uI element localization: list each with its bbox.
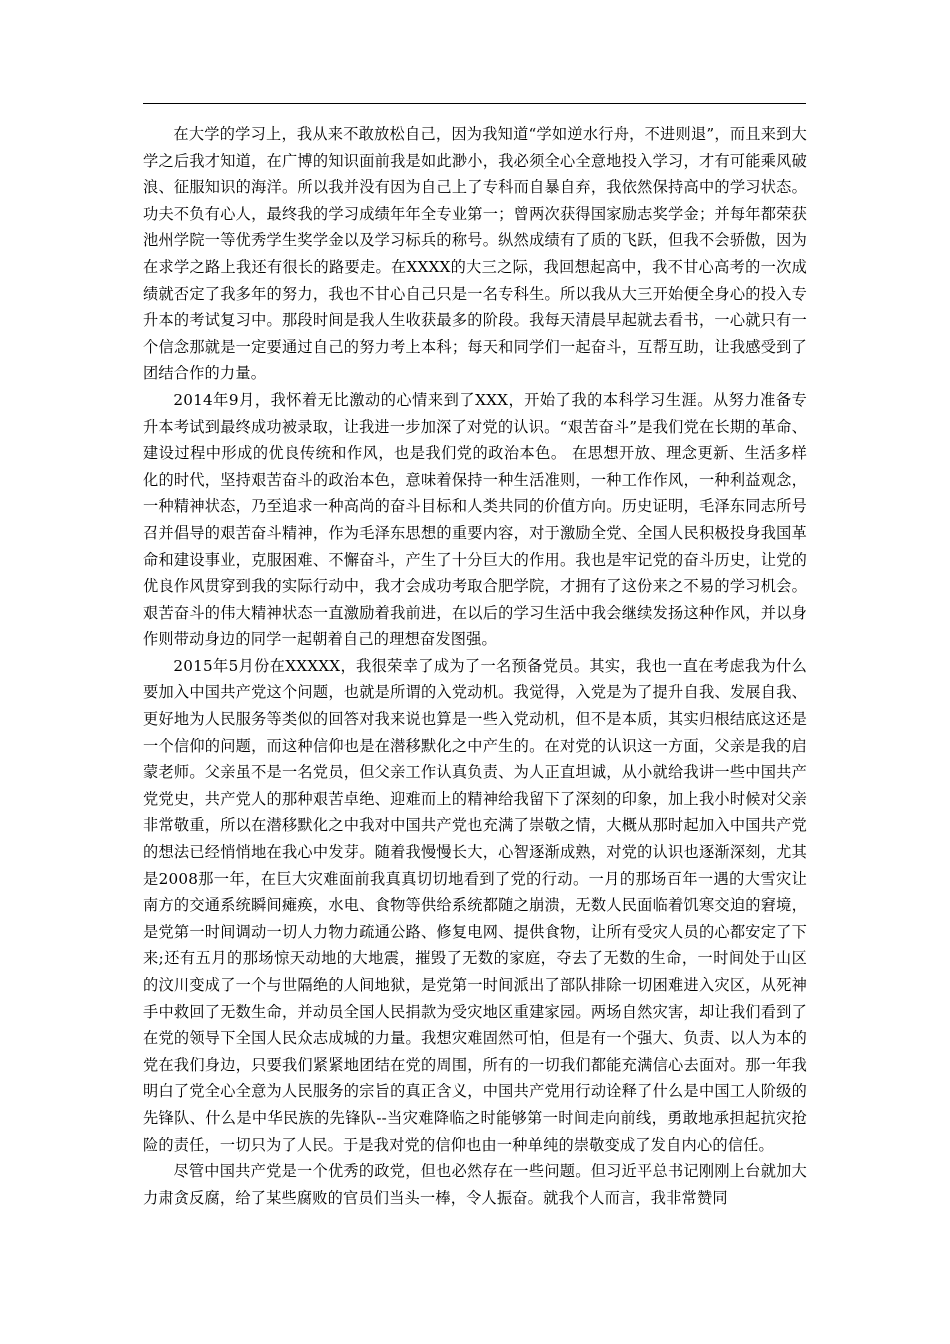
paragraph-2: 2014年9月，我怀着无比激动的心情来到了XXX，开始了我的本科学习生涯。从努力准备专升本考试到最终成功被录取，让我进一步加深了对党的认识。“艰苦奋斗”是我们党在长期的革命、建设过程中形成的优良传统和作风，也是我们党的政治本色。 在思想开放、理念更新、生活多样化的时代，坚持艰苦奋斗的政治本色，意味着保持一种生活准则，一种工作作风，一种利益观念，一种精神状态，乃至追求一种高尚的奋斗目标和人类共同的价值方向。历史证明，毛泽东同志所号召并倡导的艰苦奋斗精神，作为毛泽东思想的重要内容，对于激励全党、全国人民积极投身我国革命和建设事业，克服困难、不懈奋斗，产生了十分巨大的作用。我也是牢记党的奋斗历史，让党的优良作风贯穿到我的实际行动中，我才会成功考取合肥学院，才拥有了这份来之不易的学习机会。艰苦奋斗的伟大精神状态一直激励着我前进，在以后的学习生活中我会继续发扬这种作风，并以身作则带动身边的同学一起朝着自己的理想奋发图强。: [143, 390, 807, 649]
document-body: [143, 121, 807, 1211]
paragraph-3: 2015年5月份在XXXXX，我很荣幸了成为了一名预备党员。其实，我也一直在考虑我为什么要加入中国共产党这个问题，也就是所谓的入党动机。我觉得，入党是为了提升自我、发展自我、更好地为人民服务等类似的回答对我来说也算是一些入党动机，但不是本质，其实归根结底这还是一个信仰的问题，而这种信仰也是在潜移默化之中产生的。在对党的认识这一方面，父亲是我的启蒙老师。父亲虽不是一名党员，但父亲工作认真负责、为人正直坦诚，从小就给我讲一些中国共产党党史，共产党人的那种艰苦卓绝、迎难而上的精神给我留下了深刻的印象，加上我小时候对父亲非常敬重，所以在潜移默化之中我对中国共产党也充满了崇敬之情，大概从那时起加入中国共产党的想法已经悄悄地在我心中发芽。随着我慢慢长大，心智逐渐成熟，对党的认识也逐渐深刻，尤其是2008那一年，在巨大灾难面前我真真切切地看到了党的行动。一月的那场百年一遇的大雪灾让南方的交通系统瞬间瘫痪，水电、食物等供给系统都随之崩溃，无数人民面临着饥寒交迫的窘境，是党第一时间调动一切人力物力疏通公路、修复电网、提供食物，让所有受灾人员的心都安定了下来;还有五月的那场惊天动地的大地震，摧毁了无数的家庭，夺去了无数的生命，一时间处于山区的汶川变成了一个与世隔绝的人间地狱，是党第一时间派出了部队排除一切困难进入灾区，从死神手中救回了无数生命，并动员全国人民捐款为受灾地区重建家园。两场自然灾害，却让我们看到了在党的领导下全国人民众志成城的力量。我想灾难固然可怕，但是有一个强大、负责、以人为本的党在我们身边，只要我们紧紧地团结在党的周围，所有的一切我们都能充满信心去面对。那一年我明白了党全心全意为人民服务的宗旨的真正含义，中国共产党用行动诠释了什么是中国工人阶级的先锋队、什么是中华民族的先锋队--当灾难降临之时能够第一时间走向前线，勇敢地承担起抗灾抢险的责任，一切只为了人民。于是我对党的信仰也由一种单纯的崇敬变成了发自内心的信任。: [143, 656, 807, 1154]
paragraph-1: 在大学的学习上，我从来不敢放松自己，因为我知道“学如逆水行舟，不进则退”，而且来到大学之后我才知道，在广博的知识面前我是如此渺小，我必须全心全意地投入学习，才有可能乘风破浪、征服知识的海洋。所以我并没有因为自己上了专科而自暴自弃，我依然保持高中的学习状态。功夫不负有心人，最终我的学习成绩年年全专业第一；曾两次获得国家励志奖学金；并每年都荣获池州学院一等优秀学生奖学金以及学习标兵的称号。纵然成绩有了质的飞跃，但我不会骄傲，因为在求学之路上我还有很长的路要走。在XXXX的大三之际，我回想起高中，我不甘心高考的一次成绩就否定了我多年的努力，我也不甘心自己只是一名专科生。所以我从大三开始便全身心的投入专升本的考试复习中。那段时间是我人生收获最多的阶段。我每天清晨早起就去看书，一心就只有一个信念那就是一定要通过自己的努力考上本科；每天和同学们一起奋斗，互帮互助，让我感受到了团结合作的力量。: [143, 125, 807, 383]
paragraph-4: 尽管中国共产党是一个优秀的政党，但也必然存在一些问题。但习近平总书记刚刚上台就加大力肃贪反腐，给了某些腐败的官员们当头一棒，令人振奋。就我个人而言，我非常赞同: [143, 1162, 807, 1207]
header-rule: [143, 103, 806, 104]
